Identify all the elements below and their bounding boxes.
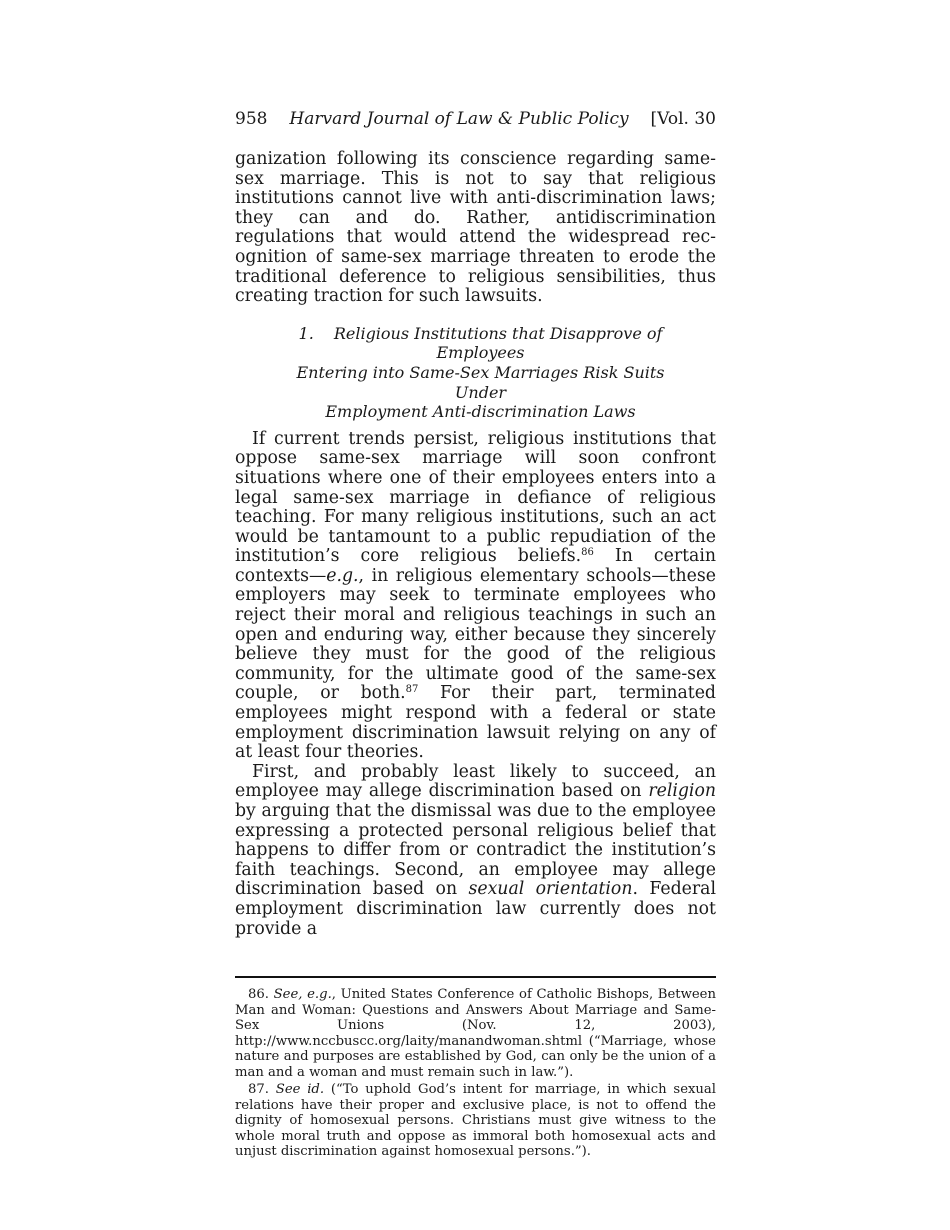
paragraph-3-text-3: . Federal employment discrimination law currently does not provide a: [235, 879, 716, 939]
footnote-87-signal: See id.: [275, 1082, 325, 1098]
footnote-86-number: 86.: [248, 987, 269, 1003]
footnote-87-number: 87.: [248, 1082, 269, 1098]
paragraph-2-text-2: In certain contexts—: [235, 546, 716, 586]
section-number: 1.: [298, 323, 314, 343]
section-heading-line-1: [275, 324, 686, 363]
running-head: [235, 106, 716, 132]
section-heading-line-2: Entering into Same-Sex Marriages Risk Suits Under: [296, 362, 665, 402]
paragraph-3-text-1: First, and probably least likely to succeed, an employee may allege discrimination based on: [235, 761, 716, 802]
footnote-86-text: , United States Conference of Catholic Bishops, Between Man and Woman: Questions and Answers About Marriage and Same-Sex Unions (Nov. 12, 2003), http://www.nccbuscc.org/laity/manandwoman.shtml (“Marriage, whose nature and purposes are established by God, can only be the union of a man and a woman and must remain such in law.”).: [235, 987, 716, 1080]
footnote-86-signal: See, e.g.: [273, 987, 332, 1003]
religion-italic: religion: [648, 781, 716, 802]
footnote-87-text: (“To uphold God’s intent for marriage, in which sexual relations have their proper and exclusive place, is not to offend the dignity of homosexual persons. Christians must give witness to the whole moral truth and oppose as immoral both homosexual acts and unjust discrimination against homosexual persons.”).: [235, 1082, 717, 1160]
page: [235, 106, 716, 1162]
page-number: 958: [235, 109, 268, 129]
section-heading: [235, 324, 716, 422]
section-heading-line-3: Employment Anti-discrimination Laws: [325, 402, 636, 422]
paragraph-intro: ganization following its conscience regarding same-sex marriage. This is not to say that religious institutions cannot live with anti-discrimination laws; they can and do. Rather, antidiscrimination regulations that would attend the widespread recognition of same-sex marriage threaten to erode the traditional deference to religious sensibilities, thus creating traction for such lawsuits.: [235, 149, 716, 307]
eg-italic: e.g.: [326, 565, 359, 586]
footnote-86: [235, 987, 716, 1080]
footnote-ref-87[interactable]: 87: [405, 684, 419, 696]
sexual-orientation-italic: sexual orientation: [468, 879, 633, 900]
body-text: [235, 150, 716, 939]
footnotes: [235, 987, 716, 1160]
paragraph-2-text-1: If current trends persist, religious institutions that oppose same-sex marriage will soon confront situations where one of their employees enters into a legal same-sex marriage in defiance of religious teaching. For many religious institutions, such an act would be tantamount to a public repudiation of the institution’s core religious beliefs.: [235, 428, 716, 567]
volume-label: [Vol. 30: [650, 109, 716, 129]
journal-title: Harvard Journal of Law & Public Policy: [289, 109, 629, 129]
paragraph-2-text-4: For their part, terminated employees might respond with a federal or state employment discrimination lawsuit relying on any of at least four theories.: [235, 683, 716, 763]
footnote-ref-86[interactable]: 86: [581, 547, 594, 559]
paragraph-3: [235, 763, 716, 939]
section-heading-text-1: Religious Institutions that Disapprove of Employees: [333, 323, 663, 363]
footnote-divider: [235, 976, 716, 978]
paragraph-2: [235, 430, 716, 763]
paragraph-2-text-3: , in religious elementary schools—these employers may seek to terminate employees who reject their moral and religious teachings in such an open and enduring way, either because they sincerely believe they must for the good of the religious community, for the ultimate good of the same-sex couple, or both.: [235, 565, 716, 704]
paragraph-3-text-2: by arguing that the dismissal was due to the employee expressing a protected personal religious belief that happens to differ from or contradict the institution’s faith teachings. Second, an employee may allege discrimination based on: [235, 801, 716, 900]
footnote-87: [235, 1082, 716, 1160]
